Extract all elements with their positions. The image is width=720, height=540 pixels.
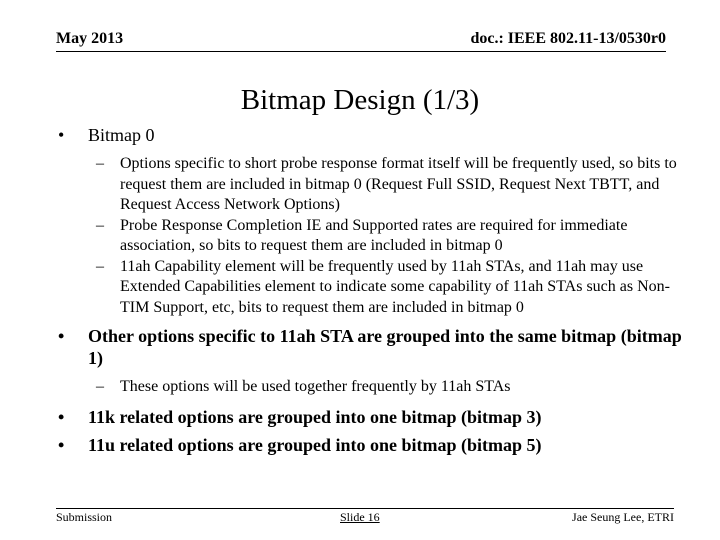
slide-body	[56, 124, 696, 456]
bullet-marker: •	[58, 434, 65, 455]
slide-title: Bitmap Design (1/3)	[240, 84, 480, 116]
dash-marker: –	[96, 155, 104, 172]
bullet-marker: •	[58, 125, 65, 145]
header-date: May 2013	[56, 30, 124, 47]
bullet-bitmap-1	[56, 325, 696, 369]
bullet-text: Bitmap 0	[88, 125, 155, 145]
footer-divider	[56, 508, 674, 509]
bullet-text: 11u related options are grouped into one bitmap (bitmap 5)	[88, 434, 542, 455]
header-divider	[56, 51, 666, 52]
sub-bullet	[56, 377, 696, 398]
dash-marker: –	[96, 216, 104, 234]
bullet-text: Other options specific to 11ah STA are grouped into the same bitmap (bitmap 1)	[88, 326, 682, 368]
sub-bullet	[56, 154, 696, 216]
header-doc-id: doc.: IEEE 802.11-13/0530r0	[470, 30, 666, 47]
bullet-bitmap-5	[56, 434, 696, 456]
bullet-marker: •	[58, 406, 65, 427]
bullet-bitmap-0	[56, 124, 696, 146]
sub-bullet-text: These options will be used together frequently by 11ah STAs	[120, 378, 511, 395]
sub-bullet-text: Probe Response Completion IE and Supported rates are required for immediate association, so bits to request them are included in bitmap 0	[120, 216, 628, 254]
footer-submission: Submission	[56, 510, 113, 524]
sub-bullet-text: 11ah Capability element will be frequently used by 11ah STAs, and 11ah may use Extended Capabilities element to indicate some capability of 11ah STAs such as Non-TIM Support, etc, bits to request them are included in bitmap 0	[120, 257, 670, 316]
footer-slide-number: Slide 16	[340, 510, 380, 524]
dash-marker: –	[96, 257, 104, 275]
sub-bullet	[56, 257, 696, 319]
bullet-marker: •	[58, 326, 65, 346]
footer-author: Jae Seung Lee, ETRI	[572, 510, 674, 524]
sub-bullet	[56, 216, 696, 257]
bullet-text: 11k related options are grouped into one bitmap (bitmap 3)	[88, 406, 542, 427]
sub-bullet-text: Options specific to short probe response format itself will be frequently used, so bits to request them are included in bitmap 0 (Request Full SSID, Request Next TBTT, and Request Access Network Options)	[120, 155, 677, 213]
bullet-bitmap-3	[56, 406, 696, 428]
dash-marker: –	[96, 378, 104, 395]
